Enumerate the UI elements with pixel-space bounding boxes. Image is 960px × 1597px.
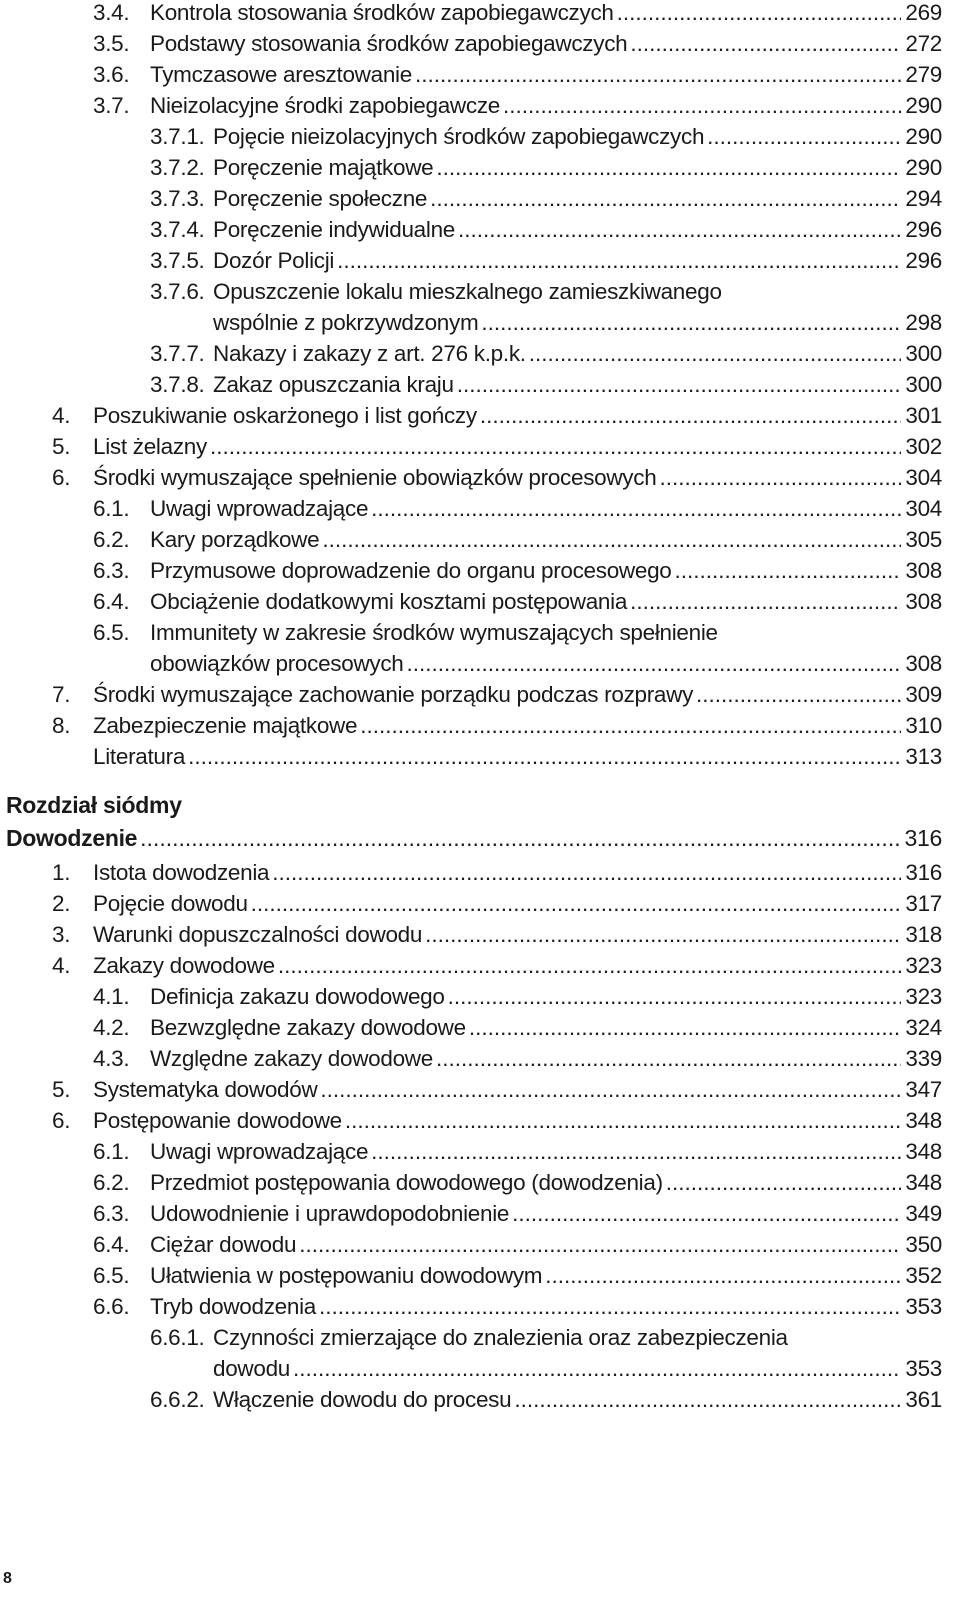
toc-entry[interactable] (0, 888, 960, 919)
toc-entry-page: 301 (905, 403, 942, 428)
dot-leader (322, 524, 901, 555)
toc-entry[interactable] (0, 121, 960, 152)
dot-leader (659, 462, 901, 493)
toc-entry-number: 7. (52, 682, 71, 707)
toc-entry-page: 348 (905, 1170, 942, 1195)
dot-leader (666, 1167, 902, 1198)
toc-entry-number: 3.7.1. (150, 124, 205, 149)
toc-entry-title: Warunki dopuszczalności dowodu (93, 922, 423, 947)
toc-entry[interactable] (0, 28, 960, 59)
toc-entry-title: Tymczasowe aresztowanie (150, 62, 412, 87)
toc-entry-title: Pojęcie dowodu (93, 891, 248, 916)
dot-leader (545, 1260, 901, 1291)
dot-leader (430, 183, 901, 214)
dot-leader (436, 1043, 901, 1074)
dot-leader (272, 857, 901, 888)
toc-entry-number: 6.1. (93, 1139, 130, 1164)
toc-entry-title: Postępowanie dowodowe (93, 1108, 342, 1133)
toc-entry[interactable] (0, 1012, 960, 1043)
toc-entry-page: 290 (905, 155, 942, 180)
toc-entry[interactable] (0, 338, 960, 369)
toc-entry-title: Czynności zmierzające do znalezienia oraz zabezpieczenia (213, 1325, 788, 1350)
toc-entry-number: 3.5. (93, 31, 130, 56)
toc-entry-page: 308 (905, 589, 942, 614)
toc-entry-number: 6.3. (93, 558, 130, 583)
dot-leader (425, 919, 901, 950)
toc-entry-page: 300 (905, 341, 942, 366)
toc-entry-page: 317 (905, 891, 942, 916)
toc-entry[interactable] (0, 1136, 960, 1167)
toc-entry-title-continuation: obowiązków procesowych (150, 651, 404, 676)
toc-entry-continuation[interactable] (0, 307, 960, 338)
toc-entry-number: 6. (52, 1108, 71, 1133)
toc-entry[interactable] (0, 617, 960, 648)
toc-entry-title: Zabezpieczenie majątkowe (93, 713, 358, 738)
toc-entry[interactable] (0, 400, 960, 431)
toc-entry-number: 3.7.4. (150, 217, 205, 242)
toc-entry-page: 305 (905, 527, 942, 552)
toc-entry[interactable] (0, 59, 960, 90)
toc-entry-continuation[interactable] (0, 1353, 960, 1384)
toc-entry-title: Kontrola stosowania środków zapobiegawczych (150, 0, 614, 25)
toc-entry[interactable] (0, 981, 960, 1012)
toc-entry[interactable] (0, 524, 960, 555)
toc-entry[interactable] (0, 950, 960, 981)
toc-entry-page: 294 (905, 186, 942, 211)
dot-leader (371, 493, 901, 524)
toc-entry-number: 6.6. (93, 1294, 130, 1319)
toc-entry-title: Systematyka dowodów (93, 1077, 318, 1102)
toc-entry-continuation[interactable] (0, 648, 960, 679)
toc-entry-page: 323 (905, 984, 942, 1009)
toc-entry-number: 6.6.2. (150, 1387, 205, 1412)
dot-leader (617, 0, 902, 28)
toc-entry-page: 324 (905, 1015, 942, 1040)
toc-entry-title: Poręczenie majątkowe (213, 155, 434, 180)
dot-leader (469, 1012, 902, 1043)
toc-entry-title: Środki wymuszające spełnienie obowiązków procesowych (93, 465, 657, 490)
toc-entry-number: 3.6. (93, 62, 130, 87)
dot-leader (707, 121, 901, 152)
toc-entry-page: 308 (905, 558, 942, 583)
toc-entry-page: 318 (905, 922, 942, 947)
toc-entry[interactable] (0, 741, 960, 772)
toc-entry-number: 5. (52, 434, 71, 459)
toc-entry-number: 3.7. (93, 93, 130, 118)
dot-leader (360, 710, 901, 741)
dot-leader (319, 1291, 901, 1322)
dot-leader (188, 741, 901, 772)
toc-entry[interactable] (0, 1229, 960, 1260)
dot-leader (436, 152, 901, 183)
dot-leader (371, 1136, 901, 1167)
toc-entry-number: 3.7.6. (150, 279, 205, 304)
toc-entry-page: 316 (905, 860, 942, 885)
toc-entry-title: Podstawy stosowania środków zapobiegawczych (150, 31, 628, 56)
toc-entry[interactable] (0, 1260, 960, 1291)
toc-entry-number: 3.7.7. (150, 341, 205, 366)
dot-leader (299, 1229, 901, 1260)
dot-leader (407, 648, 902, 679)
toc-entry-number: 6.4. (93, 1232, 130, 1257)
dot-leader (458, 214, 901, 245)
toc-entry[interactable] (0, 1043, 960, 1074)
toc-entry[interactable] (0, 710, 960, 741)
toc-entry-number: 3.7.8. (150, 372, 205, 397)
toc-entry-number: 6.3. (93, 1201, 130, 1226)
footer-page-number: 8 (3, 1570, 12, 1587)
toc-entry[interactable] (0, 919, 960, 950)
toc-entry[interactable] (0, 586, 960, 617)
toc-entry[interactable] (0, 1074, 960, 1105)
toc-entry-number: 4.3. (93, 1046, 130, 1071)
dot-leader (512, 1198, 901, 1229)
toc-entry-title: Literatura (93, 744, 186, 769)
toc-entry-title: Zakaz opuszczania kraju (213, 372, 454, 397)
dot-leader (529, 338, 902, 369)
toc-entry-title: Przedmiot postępowania dowodowego (dowodzenia) (150, 1170, 663, 1195)
toc-entry-title: Ciężar dowodu (150, 1232, 297, 1257)
toc-entry-page: 309 (905, 682, 942, 707)
toc-entry-number: 6.5. (93, 1263, 130, 1288)
toc-entry-title: Nieizolacyjne środki zapobiegawcze (150, 93, 500, 118)
toc-entry[interactable] (0, 1384, 960, 1415)
toc-entry[interactable] (0, 214, 960, 245)
dot-leader (457, 369, 902, 400)
toc-entry-page: 279 (905, 62, 942, 87)
toc-entry[interactable] (0, 1167, 960, 1198)
toc-entry-number: 3. (52, 922, 71, 947)
toc-entry-title: Definicja zakazu dowodowego (150, 984, 445, 1009)
dot-leader (481, 307, 901, 338)
toc-entry[interactable] (0, 1105, 960, 1136)
toc-entry-number: 8. (52, 713, 71, 738)
dot-leader (320, 1074, 901, 1105)
toc-entry-title: Bezwzględne zakazy dowodowe (150, 1015, 466, 1040)
toc-entry-page: 352 (905, 1263, 942, 1288)
toc-entry-page: 290 (905, 93, 942, 118)
toc-entry-page: 304 (905, 496, 942, 521)
toc-entry[interactable] (0, 462, 960, 493)
toc-entry[interactable] (0, 152, 960, 183)
toc-entry[interactable] (0, 493, 960, 524)
toc-entry-page: 349 (905, 1201, 942, 1226)
dot-leader (480, 400, 902, 431)
toc-entry[interactable] (0, 679, 960, 710)
toc-entry-number: 4. (52, 403, 71, 428)
toc-entry-title: Dozór Policji (213, 248, 335, 273)
toc-entry-title: Obciążenie dodatkowymi kosztami postępowania (150, 589, 628, 614)
toc-entry-title: Poręczenie indywidualne (213, 217, 456, 242)
chapter-label: Rozdział siódmy (6, 792, 182, 818)
toc-entry[interactable] (0, 90, 960, 121)
toc-entry-number: 5. (52, 1077, 71, 1102)
toc-entry-page: 313 (905, 744, 942, 769)
toc-entry-title: Opuszczenie lokalu mieszkalnego zamieszkiwanego (213, 279, 722, 304)
dot-leader (278, 950, 902, 981)
toc-entry-title: Zakazy dowodowe (93, 953, 275, 978)
toc-entry-number: 4. (52, 953, 71, 978)
toc-entry[interactable] (0, 276, 960, 307)
toc-entry-page: 310 (905, 713, 942, 738)
toc-entry-page: 302 (905, 434, 942, 459)
toc-entry-page: 323 (905, 953, 942, 978)
toc-entry-page: 348 (905, 1108, 942, 1133)
toc-entry[interactable] (0, 431, 960, 462)
toc-entry-page: 339 (905, 1046, 942, 1071)
toc-entry[interactable] (0, 245, 960, 276)
toc-entry-number: 3.7.3. (150, 186, 205, 211)
dot-leader (630, 28, 901, 59)
toc-entry-title: Istota dowodzenia (93, 860, 270, 885)
toc-entry-number: 6.2. (93, 527, 130, 552)
toc-entry-number: 6. (52, 465, 71, 490)
dot-leader (293, 1353, 901, 1384)
toc-entry[interactable] (0, 555, 960, 586)
dot-leader (696, 679, 901, 710)
toc-entry-number: 6.1. (93, 496, 130, 521)
dot-leader (675, 555, 902, 586)
dot-leader (415, 59, 901, 90)
toc-entry-title: List żelazny (93, 434, 207, 459)
toc-entry-title: Immunitety w zakresie środków wymuszających spełnienie (150, 620, 718, 645)
dot-leader (337, 245, 901, 276)
toc-entry-page: 272 (905, 31, 942, 56)
toc-entry-page: 353 (905, 1294, 942, 1319)
toc-entry-page: 347 (905, 1077, 942, 1102)
toc-entry-page: 298 (905, 310, 942, 335)
toc-entry-number: 1. (52, 860, 71, 885)
dot-leader (514, 1384, 901, 1415)
toc-entry-title: Uwagi wprowadzające (150, 496, 369, 521)
toc-entry-title-continuation: dowodu (213, 1356, 291, 1381)
toc-entry-number: 6.2. (93, 1170, 130, 1195)
toc-entry-title: Włączenie dowodu do procesu (213, 1387, 512, 1412)
toc-entry-number: 6.4. (93, 589, 130, 614)
toc-entry-number: 3.7.2. (150, 155, 205, 180)
toc-entry[interactable] (0, 183, 960, 214)
toc-entry-page: 300 (905, 372, 942, 397)
toc-entry-title: Kary porządkowe (150, 527, 320, 552)
toc-entry-page: 350 (905, 1232, 942, 1257)
toc-entry[interactable] (0, 857, 960, 888)
toc-entry-page: 353 (905, 1356, 942, 1381)
chapter-title: Dowodzenie (6, 825, 138, 851)
toc-entry-title: Względne zakazy dowodowe (150, 1046, 433, 1071)
toc-entry-page: 296 (905, 248, 942, 273)
chapter-page: 316 (904, 825, 942, 851)
chapter-title-entry[interactable] (0, 823, 960, 854)
toc-entry-number: 3.7.5. (150, 248, 205, 273)
toc-entry-page: 308 (905, 651, 942, 676)
toc-entry-title: Udowodnienie i uprawdopodobnienie (150, 1201, 510, 1226)
toc-entry-title: Poszukiwanie oskarżonego i list gończy (93, 403, 477, 428)
toc-entry-title: Pojęcie nieizolacyjnych środków zapobiegawczych (213, 124, 705, 149)
toc-entry[interactable] (0, 369, 960, 400)
toc-entry-number: 4.2. (93, 1015, 130, 1040)
dot-leader (251, 888, 902, 919)
toc-entry-number: 3.4. (93, 0, 130, 25)
toc-entry-page: 290 (905, 124, 942, 149)
toc-entry[interactable] (0, 1322, 960, 1353)
toc-entry-page: 348 (905, 1139, 942, 1164)
dot-leader (630, 586, 901, 617)
toc-entry[interactable] (0, 1291, 960, 1322)
dot-leader (503, 90, 901, 121)
toc-entry-number: 6.6.1. (150, 1325, 205, 1350)
toc-entry-title: Środki wymuszające zachowanie porządku podczas rozprawy (93, 682, 694, 707)
toc-entry[interactable] (0, 0, 960, 28)
toc-entry-page: 361 (905, 1387, 942, 1412)
toc-entry-title-continuation: wspólnie z pokrzywdzonym (213, 310, 479, 335)
toc-entry-number: 4.1. (93, 984, 130, 1009)
toc-entry-title: Uwagi wprowadzające (150, 1139, 369, 1164)
toc-entry-page: 269 (905, 0, 942, 25)
toc-entry-title: Tryb dowodzenia (150, 1294, 317, 1319)
dot-leader (140, 823, 900, 854)
toc-entry-title: Ułatwienia w postępowaniu dowodowym (150, 1263, 543, 1288)
toc-entry-number: 2. (52, 891, 71, 916)
dot-leader (210, 431, 901, 462)
toc-entry-title: Przymusowe doprowadzenie do organu procesowego (150, 558, 672, 583)
toc-entry[interactable] (0, 1198, 960, 1229)
toc-entry-page: 296 (905, 217, 942, 242)
toc-entry-title: Nakazy i zakazy z art. 276 k.p.k. (213, 341, 526, 366)
toc-entry-page: 304 (905, 465, 942, 490)
toc-entry-title: Poręczenie społeczne (213, 186, 428, 211)
dot-leader (345, 1105, 901, 1136)
dot-leader (448, 981, 902, 1012)
toc-entry-number: 6.5. (93, 620, 130, 645)
